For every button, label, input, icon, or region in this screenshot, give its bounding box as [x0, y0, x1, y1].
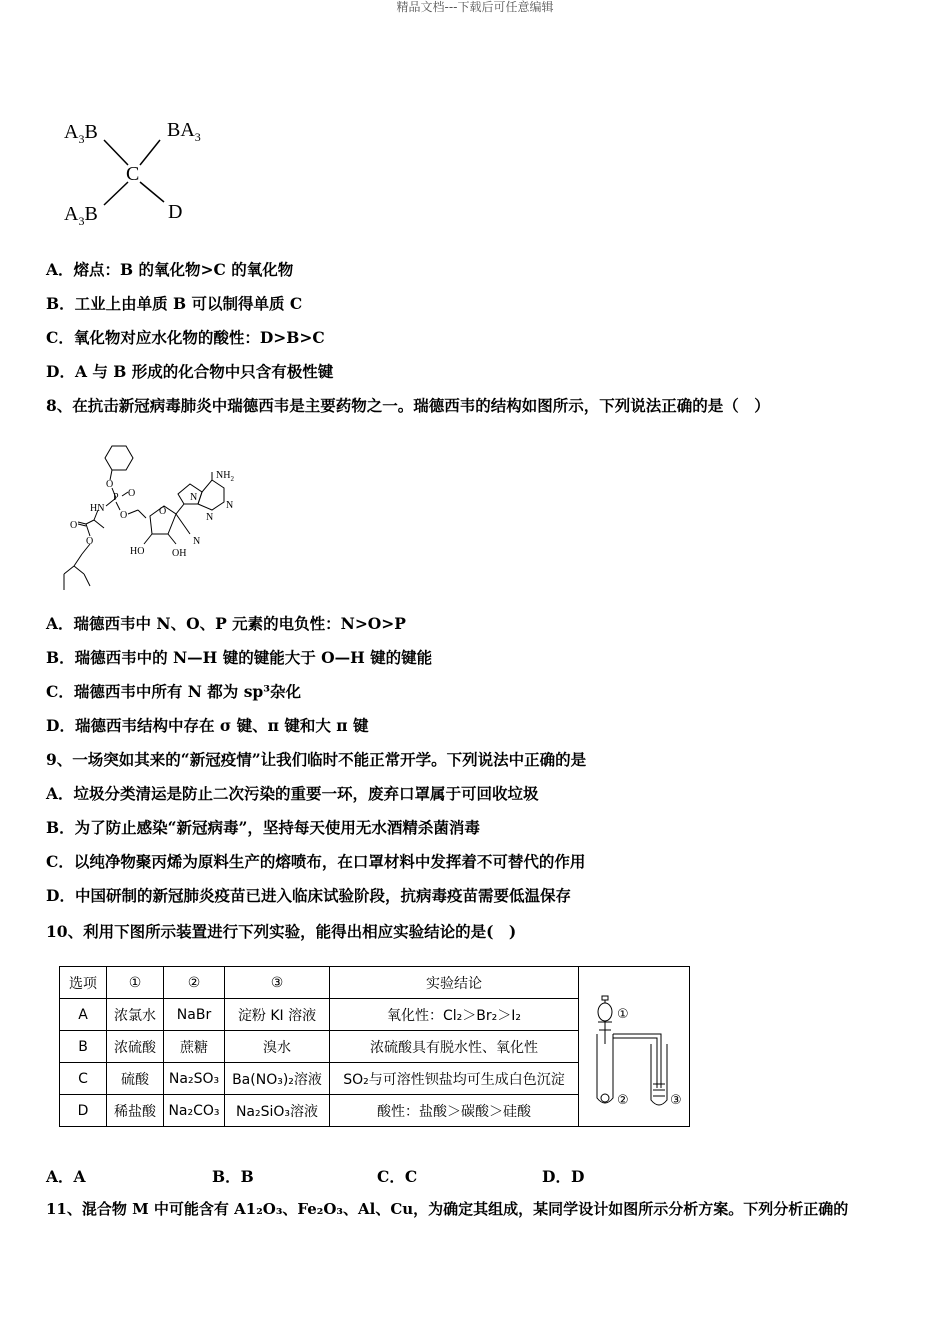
q9-option-b: B．为了防止感染“新冠病毒”，坚持每天使用无水酒精杀菌消毒 [46, 818, 480, 837]
q8-label-o6: O [159, 506, 167, 517]
table-header-cell: ③ [225, 967, 330, 999]
q10-answer-d: D．D [542, 1167, 585, 1186]
svg-text:A3B: $A_3B$ [64, 203, 98, 228]
q9-option-d: D．中国研制的新冠肺炎疫苗已进入临床试验阶段，抗病毒疫苗需要低温保存 [46, 886, 571, 905]
q8-label-o1: O [106, 479, 114, 490]
q10-answer-c: C．C [377, 1167, 418, 1186]
q8-option-d: D．瑞德西韦结构中存在 σ 键、π 键和大 π 键 [46, 716, 369, 735]
q9-option-c: C．以纯净物聚丙烯为原料生产的熔喷布，在口罩材料中发挥着不可替代的作用 [46, 852, 586, 871]
q8-label-p: P [113, 492, 119, 503]
apparatus-label-2: ② [617, 1092, 629, 1108]
q7-d: D [168, 201, 183, 223]
table-cell: 硫酸 [107, 1063, 164, 1095]
q8-stem: 8、在抗击新冠病毒肺炎中瑞德西韦是主要药物之一。瑞德西韦的结构如图所示，下列说法正确的是（ ） [46, 396, 770, 415]
table-cell: Na₂SO₃ [164, 1063, 225, 1095]
table-cell: C [60, 1063, 107, 1095]
q10-stem: 10、利用下图所示装置进行下列实验，能得出相应实验结论的是( ) [46, 922, 517, 941]
table-cell: 浓氯水 [107, 999, 164, 1031]
q8-label-nh: HN [90, 503, 105, 514]
table-cell: Ba(NO₃)₂溶液 [225, 1063, 330, 1095]
q11-stem: 11、混合物 M 中可能含有 A1₂O₃、Fe₂O₃、Al、Cu，为确定其组成，某同学设计如图所示分析方案。下列分析正确的 [46, 1200, 849, 1218]
apparatus-label-1: ① [617, 1006, 629, 1022]
table-header-cell: 选项 [60, 967, 107, 999]
svg-text:NH2: $NH_2$ [216, 470, 234, 483]
q8-label-o3: O [120, 510, 128, 521]
table-cell: A [60, 999, 107, 1031]
table-cell: SO₂与可溶性钡盐均可生成白色沉淀 [330, 1063, 579, 1095]
table-cell: D [60, 1095, 107, 1127]
q10-apparatus-diagram [579, 970, 689, 1120]
table-header-cell: 实验结论 [330, 967, 579, 999]
table-cell: 氧化性：Cl₂＞Br₂＞I₂ [330, 999, 579, 1031]
q9-stem: 9、一场突如其来的“新冠疫情”让我们临时不能正常开学。下列说法中正确的是 [46, 750, 587, 769]
q7-a3b-bottom-a: A [64, 203, 79, 225]
q8-label-ho: HO [130, 546, 145, 557]
table-cell: 浓硫酸具有脱水性、氧化性 [330, 1031, 579, 1063]
q7-option-c: C．氧化物对应水化物的酸性：D>B>C [46, 328, 325, 347]
q8-label-nh2: NH [216, 470, 231, 481]
table-cell: Na₂CO₃ [164, 1095, 225, 1127]
q7-option-a: A．熔点：B 的氧化物>C 的氧化物 [46, 260, 294, 279]
q8-label-cn: N [193, 536, 201, 547]
q8-option-a: A．瑞德西韦中 N、O、P 元素的电负性：N>O>P [46, 614, 406, 633]
table-cell: 稀盐酸 [107, 1095, 164, 1127]
q8-label-n1: N [226, 500, 234, 511]
q8-label-oh: OH [172, 548, 187, 559]
svg-text:A3B: $A_3B$ [64, 121, 98, 146]
q8-label-o2: O [128, 488, 136, 499]
table-cell: B [60, 1031, 107, 1063]
q7-option-b: B．工业上由单质 B 可以制得单质 C [46, 294, 303, 313]
q7-ba3: BA [167, 119, 195, 141]
q8-label-n3: N [190, 492, 198, 503]
q8-label-n2: N [206, 512, 214, 523]
q7-a3b-top-a: A [64, 121, 79, 143]
table-header-cell: ② [164, 967, 225, 999]
table-cell: 蔗糖 [164, 1031, 225, 1063]
apparatus-cell [579, 967, 690, 1127]
table-cell: 溴水 [225, 1031, 330, 1063]
table-cell: Na₂SiO₃溶液 [225, 1095, 330, 1127]
apparatus-label-3: ③ [670, 1092, 682, 1108]
table-header-row [60, 967, 690, 999]
svg-text:BA3: $BA_3$ [167, 119, 201, 144]
table-header-cell: ① [107, 967, 164, 999]
q8-label-o4: O [70, 520, 78, 531]
q10-answer-a: A．A [46, 1167, 86, 1186]
table-cell: NaBr [164, 999, 225, 1031]
q8-option-c: C．瑞德西韦中所有 N 都为 sp³杂化 [46, 682, 302, 701]
q7-option-d: D．A 与 B 形成的化合物中只含有极性键 [46, 362, 334, 381]
q7-center-c: C [126, 163, 140, 185]
q7-structure-diagram [60, 110, 230, 230]
page-header: 精品文档---下载后可任意编辑 [396, 0, 554, 14]
table-cell: 浓硫酸 [107, 1031, 164, 1063]
table-cell: 酸性：盐酸＞碳酸＞硅酸 [330, 1095, 579, 1127]
q10-experiment-table [59, 966, 690, 1127]
q8-remdesivir-structure [50, 438, 250, 598]
q9-option-a: A．垃圾分类清运是防止二次污染的重要一环，废弃口罩属于可回收垃圾 [46, 784, 539, 803]
table-cell: 淀粉 KI 溶液 [225, 999, 330, 1031]
q10-answer-b: B．B [212, 1167, 254, 1186]
q8-option-b: B．瑞德西韦中的 N—H 键的键能大于 O—H 键的键能 [46, 648, 433, 667]
q8-label-o5: O [86, 536, 94, 547]
